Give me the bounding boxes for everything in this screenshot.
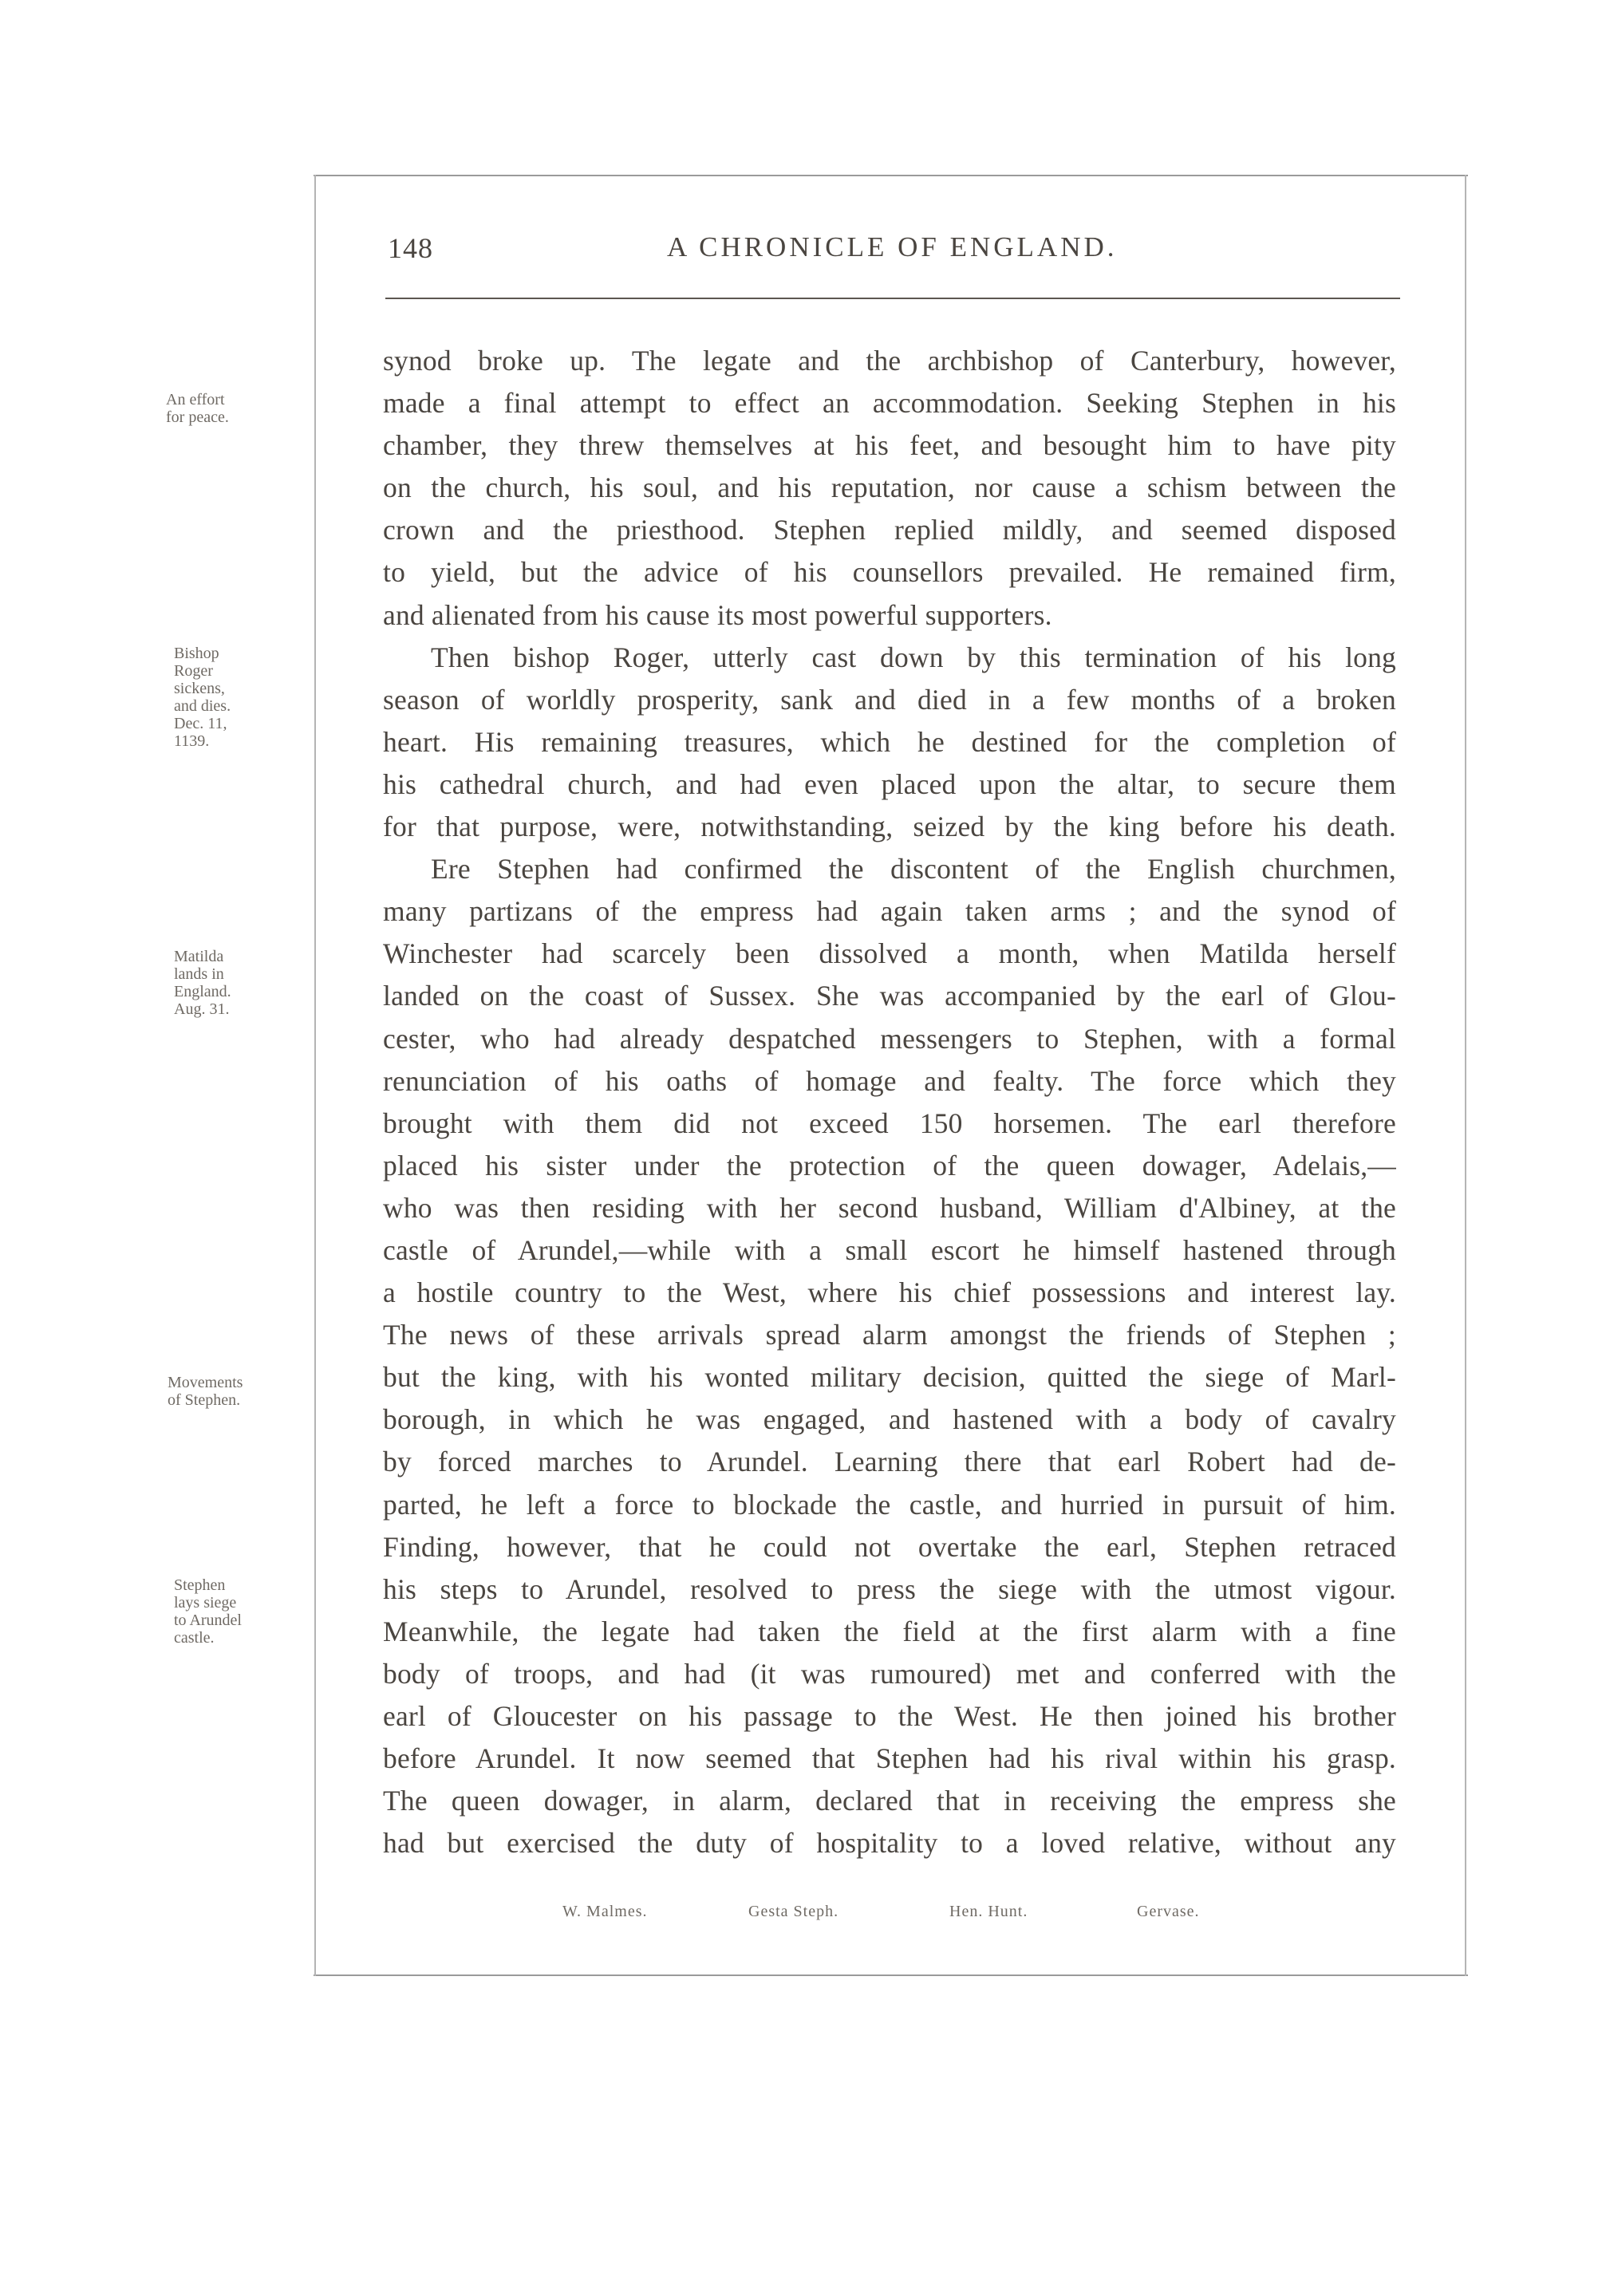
footer-source-w-malmes: W. Malmes. [562, 1903, 648, 1920]
footer-source-gesta-steph: Gesta Steph. [748, 1903, 839, 1920]
text-line: castle of Arundel,—while with a small escort he himself hastened through [383, 1233, 1396, 1266]
text-line: Then bishop Roger, utterly cast down by this termination of his long [431, 641, 1396, 673]
text-line: by forced marches to Arundel. Learning there that earl Robert had de- [383, 1446, 1396, 1478]
text-line: a hostile country to the West, where his chief possessions and interest lay. [383, 1276, 1396, 1309]
page-frame-bottom [314, 1974, 1468, 1976]
text-line: Finding, however, that he could not overtake the earl, Stephen retraced [383, 1530, 1396, 1563]
text-line: synod broke up. The legate and the archbishop of Canterbury, however, [383, 345, 1396, 377]
text-line: who was then residing with her second husband, William d'Albiney, at the [383, 1191, 1396, 1224]
text-line: cester, who had already despatched messengers to Stephen, with a formal [383, 1022, 1396, 1055]
text-line: parted, he left a force to blockade the castle, and hurried in pursuit of him. [383, 1488, 1396, 1521]
margin-note-line: of Stephen. [168, 1391, 241, 1409]
text-line: Winchester had scarcely been dissolved a month, when Matilda herself [383, 937, 1396, 970]
text-line: body of troops, and had (it was rumoured) met and conferred with the [383, 1657, 1396, 1690]
footer-source-hen-hunt: Hen. Hunt. [949, 1903, 1028, 1920]
margin-note-line: Roger [174, 662, 213, 680]
text-line: brought with them did not exceed 150 horsemen. The earl therefore [383, 1107, 1396, 1139]
page-frame-top [314, 175, 1468, 176]
header-rule [385, 298, 1400, 299]
margin-note-line: Matilda [174, 948, 224, 965]
margin-note-matilda-lands [174, 948, 318, 1018]
margin-note-line: and dies. [174, 697, 231, 715]
margin-note-movements-of-stephen [168, 1374, 311, 1409]
margin-note-line: lays siege [174, 1594, 237, 1612]
text-line: had but exercised the duty of hospitality to a loved relative, without any [383, 1827, 1396, 1860]
text-line: Ere Stephen had confirmed the discontent of the English churchmen, [431, 853, 1396, 886]
margin-note-line: 1139. [174, 732, 210, 750]
margin-note-line: to Arundel [174, 1612, 242, 1629]
margin-note-line: An effort [166, 391, 225, 408]
text-line: renunciation of his oaths of homage and fealty. The force which they [383, 1064, 1396, 1097]
text-line: placed his sister under the protection of the queen dowager, Adelais,— [383, 1149, 1396, 1182]
text-line: earl of Gloucester on his passage to the West. He then joined his brother [383, 1700, 1396, 1732]
margin-note-line: Stephen [174, 1576, 226, 1594]
footer-source-gervase: Gervase. [1137, 1903, 1200, 1920]
page-frame-left [314, 175, 316, 1976]
margin-note-line: for peace. [166, 408, 229, 426]
text-line: his cathedral church, and had even placed upon the altar, to secure them [383, 767, 1396, 800]
text-line: season of worldly prosperity, sank and died in a few months of a broken [383, 683, 1396, 716]
margin-note-stephen-lays-siege [174, 1576, 318, 1647]
margin-note-line: England. [174, 983, 231, 1000]
margin-note-line: sickens, [174, 680, 225, 697]
running-head: A CHRONICLE OF ENGLAND. [667, 231, 1118, 262]
margin-note-line: castle. [174, 1629, 215, 1647]
text-line: his steps to Arundel, resolved to press the siege with the utmost vigour. [383, 1572, 1396, 1605]
margin-note-effort-for-peace [166, 391, 310, 426]
margin-note-line: Dec. 11, [174, 715, 227, 732]
page-frame-right [1465, 175, 1466, 1976]
text-line: chamber, they threw themselves at his feet, and besought him to have pity [383, 429, 1396, 462]
body-text [383, 340, 1396, 1864]
margin-note-line: Bishop [174, 645, 219, 662]
text-line: to yield, but the advice of his counsellors prevailed. He remained firm, [383, 556, 1396, 589]
text-line: heart. His remaining treasures, which he destined for the completion of [383, 725, 1396, 758]
text-line: for that purpose, were, notwithstanding, seized by the king before his death. [383, 811, 1396, 843]
margin-note-line: Movements [168, 1374, 243, 1391]
text-line: Meanwhile, the legate had taken the field at the first alarm with a fine [383, 1615, 1396, 1647]
margin-note-line: lands in [174, 965, 224, 983]
page-number: 148 [388, 232, 433, 264]
margin-note-line: Aug. 31. [174, 1000, 230, 1018]
text-line: but the king, with his wonted military decision, quitted the siege of Marl- [383, 1361, 1396, 1394]
text-line: and alienated from his cause its most powerful supporters. [383, 598, 1052, 631]
text-line: many partizans of the empress had again taken arms ; and the synod of [383, 895, 1396, 928]
text-line: The news of these arrivals spread alarm amongst the friends of Stephen ; [383, 1319, 1396, 1351]
text-line: landed on the coast of Sussex. She was accompanied by the earl of Glou- [383, 980, 1396, 1012]
text-line: before Arundel. It now seemed that Stephen had his rival within his grasp. [383, 1742, 1396, 1775]
text-line: borough, in which he was engaged, and hastened with a body of cavalry [383, 1403, 1396, 1436]
text-line: crown and the priesthood. Stephen replied mildly, and seemed disposed [383, 514, 1396, 546]
text-line: on the church, his soul, and his reputation, nor cause a schism between the [383, 471, 1396, 504]
text-line: made a final attempt to effect an accommodation. Seeking Stephen in his [383, 387, 1396, 420]
text-line: The queen dowager, in alarm, declared that in receiving the empress she [383, 1785, 1396, 1817]
margin-note-bishop-roger [174, 645, 318, 750]
